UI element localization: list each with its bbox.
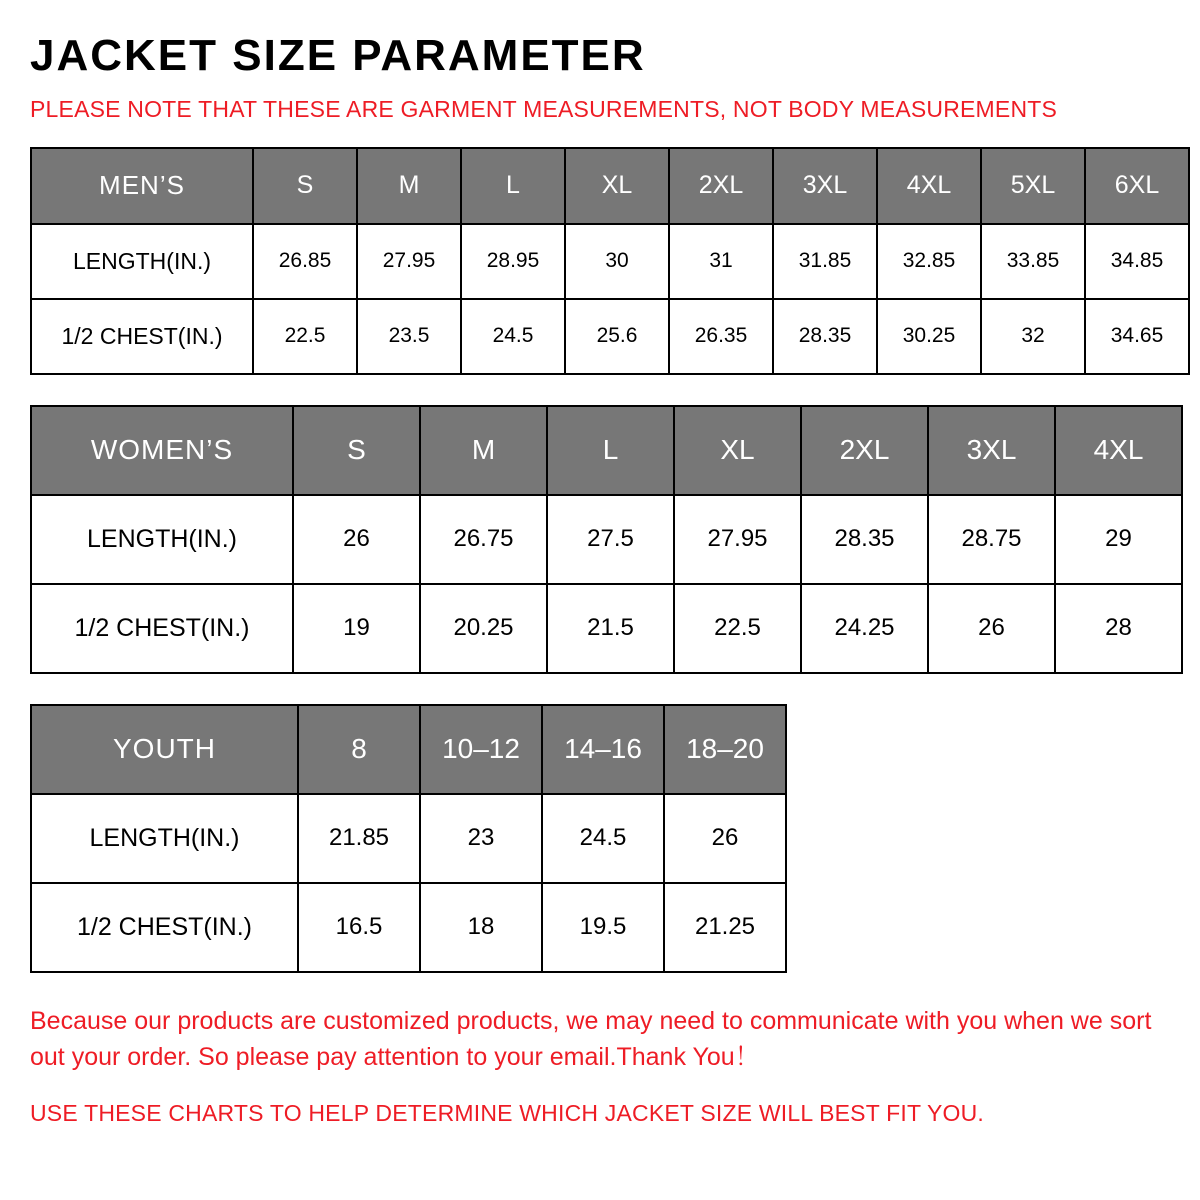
youth-chest-14-16: 19.5 xyxy=(542,883,664,972)
mens-header-size-3xl: 3XL xyxy=(773,148,877,224)
womens-length-4xl: 29 xyxy=(1055,495,1182,584)
chart-usage-notice: USE THESE CHARTS TO HELP DETERMINE WHICH JACKET SIZE WILL BEST FIT YOU. xyxy=(30,1100,984,1127)
mens-length-2xl: 31 xyxy=(669,224,773,299)
youth-length-10-12: 23 xyxy=(420,794,542,883)
table-row xyxy=(31,883,786,972)
table-row xyxy=(31,495,1182,584)
mens-length-l: 28.95 xyxy=(461,224,565,299)
mens-header-size-4xl: 4XL xyxy=(877,148,981,224)
womens-chest-3xl: 26 xyxy=(928,584,1055,673)
mens-header-size-2xl: 2XL xyxy=(669,148,773,224)
mens-header-size-l: L xyxy=(461,148,565,224)
mens-chest-m: 23.5 xyxy=(357,299,461,374)
womens-chest-label: 1/2 CHEST(IN.) xyxy=(31,584,293,673)
womens-header-size-xl: XL xyxy=(674,406,801,495)
womens-length-label: LENGTH(IN.) xyxy=(31,495,293,584)
womens-header-size-l: L xyxy=(547,406,674,495)
womens-chest-s: 19 xyxy=(293,584,420,673)
mens-header-size-5xl: 5XL xyxy=(981,148,1085,224)
womens-length-m: 26.75 xyxy=(420,495,547,584)
youth-chest-10-12: 18 xyxy=(420,883,542,972)
youth-header-size-8: 8 xyxy=(298,705,420,794)
mens-length-6xl: 34.85 xyxy=(1085,224,1189,299)
youth-length-18-20: 26 xyxy=(664,794,786,883)
mens-header-size-s: S xyxy=(253,148,357,224)
womens-chest-2xl: 24.25 xyxy=(801,584,928,673)
womens-chest-m: 20.25 xyxy=(420,584,547,673)
mens-chest-label: 1/2 CHEST(IN.) xyxy=(31,299,253,374)
mens-length-s: 26.85 xyxy=(253,224,357,299)
mens-chest-2xl: 26.35 xyxy=(669,299,773,374)
youth-header-size-14-16: 14–16 xyxy=(542,705,664,794)
youth-size-table xyxy=(30,704,787,973)
youth-length-8: 21.85 xyxy=(298,794,420,883)
womens-length-3xl: 28.75 xyxy=(928,495,1055,584)
page-title: JACKET SIZE PARAMETER xyxy=(30,31,646,80)
table-row xyxy=(31,299,1189,374)
youth-chest-label: 1/2 CHEST(IN.) xyxy=(31,883,298,972)
womens-header-size-2xl: 2XL xyxy=(801,406,928,495)
table-row xyxy=(31,584,1182,673)
table-row xyxy=(31,794,786,883)
womens-length-l: 27.5 xyxy=(547,495,674,584)
mens-chest-s: 22.5 xyxy=(253,299,357,374)
youth-length-14-16: 24.5 xyxy=(542,794,664,883)
youth-chest-8: 16.5 xyxy=(298,883,420,972)
mens-chest-6xl: 34.65 xyxy=(1085,299,1189,374)
youth-chest-18-20: 21.25 xyxy=(664,883,786,972)
youth-header-size-18-20: 18–20 xyxy=(664,705,786,794)
table-header-row xyxy=(31,406,1182,495)
mens-header-size-6xl: 6XL xyxy=(1085,148,1189,224)
mens-chest-3xl: 28.35 xyxy=(773,299,877,374)
customization-notice: Because our products are customized products, we may need to communicate with you when we sort out your order. So please pay attention to your email.Thank You！ xyxy=(30,1006,1152,1071)
mens-length-3xl: 31.85 xyxy=(773,224,877,299)
womens-length-2xl: 28.35 xyxy=(801,495,928,584)
womens-header-size-s: S xyxy=(293,406,420,495)
mens-header-size-m: M xyxy=(357,148,461,224)
womens-header-size-3xl: 3XL xyxy=(928,406,1055,495)
womens-header-size-4xl: 4XL xyxy=(1055,406,1182,495)
mens-length-4xl: 32.85 xyxy=(877,224,981,299)
youth-header-label: YOUTH xyxy=(31,705,298,794)
womens-chest-4xl: 28 xyxy=(1055,584,1182,673)
mens-chest-xl: 25.6 xyxy=(565,299,669,374)
mens-header-size-xl: XL xyxy=(565,148,669,224)
mens-chest-5xl: 32 xyxy=(981,299,1085,374)
womens-chest-l: 21.5 xyxy=(547,584,674,673)
youth-length-label: LENGTH(IN.) xyxy=(31,794,298,883)
table-header-row xyxy=(31,148,1189,224)
mens-size-table xyxy=(30,147,1190,375)
mens-length-5xl: 33.85 xyxy=(981,224,1085,299)
youth-header-size-10-12: 10–12 xyxy=(420,705,542,794)
womens-chest-xl: 22.5 xyxy=(674,584,801,673)
womens-length-s: 26 xyxy=(293,495,420,584)
garment-measurement-note: PLEASE NOTE THAT THESE ARE GARMENT MEASUREMENTS, NOT BODY MEASUREMENTS xyxy=(30,95,1058,122)
womens-size-table xyxy=(30,405,1183,674)
womens-header-size-m: M xyxy=(420,406,547,495)
mens-length-m: 27.95 xyxy=(357,224,461,299)
table-header-row xyxy=(31,705,786,794)
mens-chest-4xl: 30.25 xyxy=(877,299,981,374)
womens-header-label: WOMEN’S xyxy=(31,406,293,495)
womens-length-xl: 27.95 xyxy=(674,495,801,584)
mens-length-label: LENGTH(IN.) xyxy=(31,224,253,299)
mens-chest-l: 24.5 xyxy=(461,299,565,374)
table-row xyxy=(31,224,1189,299)
mens-header-label: MEN’S xyxy=(31,148,253,224)
mens-length-xl: 30 xyxy=(565,224,669,299)
